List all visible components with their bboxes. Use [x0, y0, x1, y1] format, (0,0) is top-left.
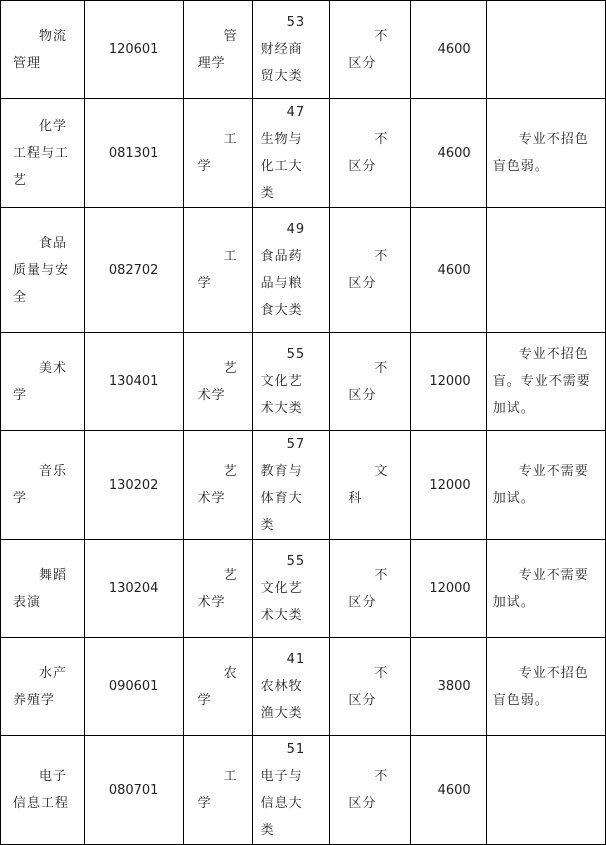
major-name-cell: 化学工程与工艺	[1, 99, 85, 208]
major-name-cell: 电子信息工程	[1, 736, 85, 845]
tuition-cell: 4600	[411, 99, 486, 208]
major-code-cell: 130401	[84, 333, 183, 431]
major-code-cell: 080701	[84, 736, 183, 845]
remarks-cell	[486, 1, 605, 99]
major-code-cell: 090601	[84, 638, 183, 736]
tuition-cell: 12000	[411, 540, 486, 638]
vocational-group-cell: 55文化艺术大类	[252, 333, 330, 431]
major-name-cell: 食品质量与安全	[1, 208, 85, 333]
major-code-cell: 120601	[84, 1, 183, 99]
vocational-group-cell: 57教育与体育大类	[252, 431, 330, 540]
discipline-cell: 工学	[183, 208, 252, 333]
subject-type-cell: 不区分	[330, 1, 411, 99]
discipline-cell: 艺术学	[183, 333, 252, 431]
tuition-cell: 12000	[411, 431, 486, 540]
remarks-cell	[486, 736, 605, 845]
discipline-cell: 艺术学	[183, 431, 252, 540]
remarks-cell: 专业不需要加试。	[486, 540, 605, 638]
vocational-group-cell: 41农林牧渔大类	[252, 638, 330, 736]
tuition-cell: 12000	[411, 333, 486, 431]
subject-type-cell: 不区分	[330, 736, 411, 845]
subject-type-cell: 文科	[330, 431, 411, 540]
vocational-group-cell: 55文化艺术大类	[252, 540, 330, 638]
remarks-cell	[486, 208, 605, 333]
table-row	[1, 99, 606, 208]
table-row	[1, 333, 606, 431]
major-name-cell: 舞蹈表演	[1, 540, 85, 638]
tuition-cell: 4600	[411, 736, 486, 845]
subject-type-cell: 不区分	[330, 208, 411, 333]
major-code-cell: 130204	[84, 540, 183, 638]
discipline-cell: 艺术学	[183, 540, 252, 638]
subject-type-cell: 不区分	[330, 99, 411, 208]
tuition-cell: 4600	[411, 208, 486, 333]
remarks-cell: 专业不招色盲色弱。	[486, 638, 605, 736]
subject-type-cell: 不区分	[330, 638, 411, 736]
vocational-group-cell: 49食品药品与粮食大类	[252, 208, 330, 333]
table-row	[1, 540, 606, 638]
tuition-cell: 3800	[411, 638, 486, 736]
table-row	[1, 736, 606, 845]
subject-type-cell: 不区分	[330, 540, 411, 638]
major-name-cell: 水产养殖学	[1, 638, 85, 736]
major-name-cell: 物流管理	[1, 1, 85, 99]
remarks-cell: 专业不招色盲色弱。	[486, 99, 605, 208]
vocational-group-cell: 53财经商贸大类	[252, 1, 330, 99]
major-code-cell: 130202	[84, 431, 183, 540]
discipline-cell: 工学	[183, 99, 252, 208]
tuition-cell: 4600	[411, 1, 486, 99]
vocational-group-cell: 51电子与信息大类	[252, 736, 330, 845]
vocational-group-cell: 47生物与化工大类	[252, 99, 330, 208]
major-name-cell: 音乐学	[1, 431, 85, 540]
discipline-cell: 工学	[183, 736, 252, 845]
subject-type-cell: 不区分	[330, 333, 411, 431]
major-code-cell: 081301	[84, 99, 183, 208]
remarks-cell: 专业不需要加试。	[486, 431, 605, 540]
remarks-cell: 专业不招色盲。专业不需要加试。	[486, 333, 605, 431]
major-code-cell: 082702	[84, 208, 183, 333]
discipline-cell: 管理学	[183, 1, 252, 99]
discipline-cell: 农学	[183, 638, 252, 736]
table-row	[1, 208, 606, 333]
table-row	[1, 638, 606, 736]
table-row	[1, 1, 606, 99]
table-row	[1, 431, 606, 540]
major-name-cell: 美术学	[1, 333, 85, 431]
